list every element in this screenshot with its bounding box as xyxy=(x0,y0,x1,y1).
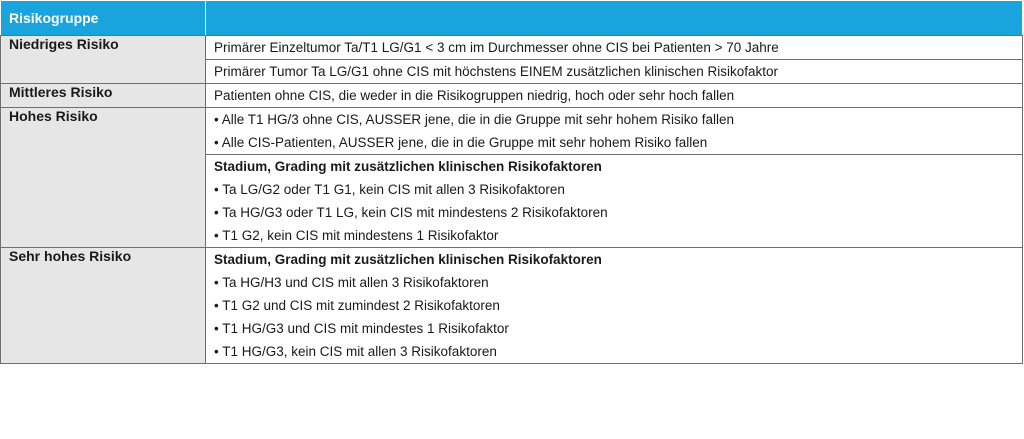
group-medium-risk: Mittleres Risiko xyxy=(1,84,206,108)
bullet-item: • Ta HG/H3 und CIS mit allen 3 Risikofaktoren xyxy=(214,275,489,290)
table-header-row xyxy=(1,1,1023,36)
table-row xyxy=(1,36,1023,60)
bullet-item: • T1 HG/G3 und CIS mit mindestes 1 Risikofaktor xyxy=(214,321,509,336)
group-very-high-risk: Sehr hohes Risiko xyxy=(1,248,206,364)
bullet-item: • Ta HG/G3 oder T1 LG, kein CIS mit mindestens 2 Risikofaktoren xyxy=(214,205,608,220)
description-line: Patienten ohne CIS, die weder in die Risikogruppen niedrig, hoch oder sehr hoch fallen xyxy=(214,88,735,103)
table-row xyxy=(1,84,1023,108)
bullet-item: • T1 G2 und CIS mit zumindest 2 Risikofaktoren xyxy=(214,298,500,313)
bullet-item: • Alle CIS-Patienten, AUSSER jene, die in die Gruppe mit sehr hohem Risiko fallen xyxy=(214,135,708,150)
description-cell xyxy=(206,36,1023,60)
description-cell xyxy=(206,108,1023,155)
bullet-item: • Ta LG/G2 oder T1 G1, kein CIS mit allen 3 Risikofaktoren xyxy=(214,182,565,197)
bullet-item: • Alle T1 HG/3 ohne CIS, AUSSER jene, die in die Gruppe mit sehr hohem Risiko fallen xyxy=(214,112,734,127)
table-row xyxy=(1,248,1023,364)
group-low-risk: Niedriges Risiko xyxy=(1,36,206,84)
bullet-item: • T1 HG/G3, kein CIS mit allen 3 Risikofaktoren xyxy=(214,344,497,359)
bullet-item: • T1 G2, kein CIS mit mindestens 1 Risikofaktor xyxy=(214,228,499,243)
table-row xyxy=(1,108,1023,155)
header-description xyxy=(206,1,1023,36)
header-risk-group: Risikogruppe xyxy=(1,1,206,36)
section-heading: Stadium, Grading mit zusätzlichen klinischen Risikofaktoren xyxy=(214,159,602,174)
description-cell xyxy=(206,248,1023,364)
description-line: Primärer Einzeltumor Ta/T1 LG/G1 < 3 cm im Durchmesser ohne CIS bei Patienten > 70 Jahre xyxy=(214,40,779,55)
description-cell xyxy=(206,60,1023,84)
group-high-risk: Hohes Risiko xyxy=(1,108,206,248)
description-cell xyxy=(206,84,1023,108)
description-line: Primärer Tumor Ta LG/G1 ohne CIS mit höchstens EINEM zusätzlichen klinischen Risikofaktor xyxy=(214,64,778,79)
section-heading: Stadium, Grading mit zusätzlichen klinischen Risikofaktoren xyxy=(214,252,602,267)
description-cell xyxy=(206,155,1023,248)
